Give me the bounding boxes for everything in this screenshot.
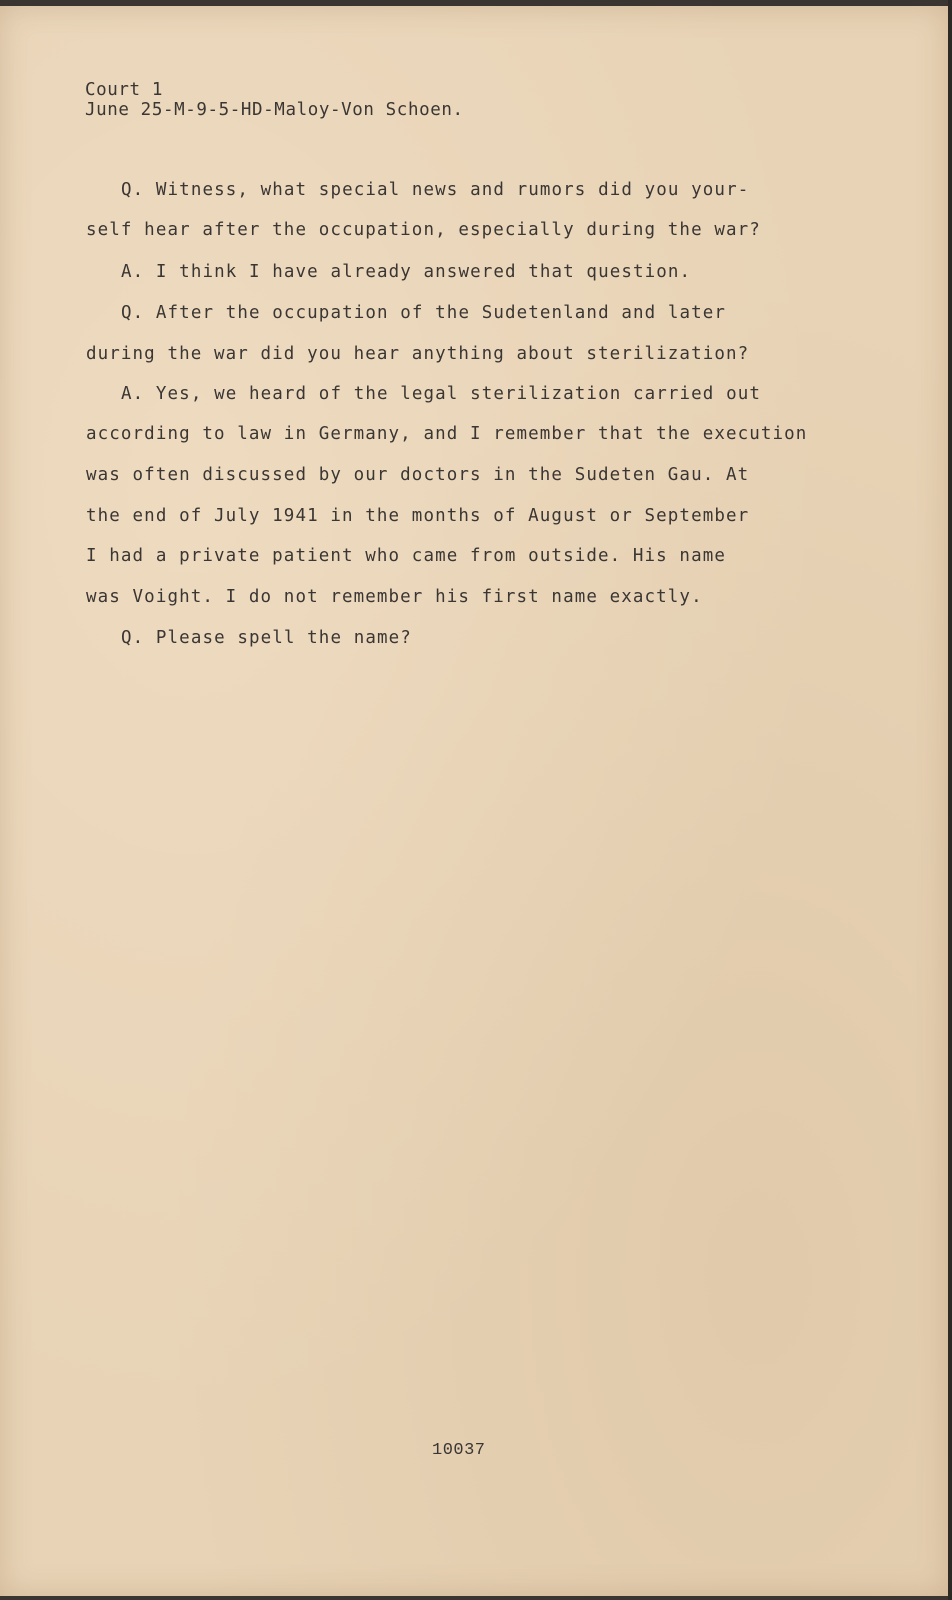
transcript-line: A. I think I have already answered that question. [121, 262, 692, 282]
transcript-line: self hear after the occupation, especially during the war? [86, 220, 761, 240]
transcript-line: was often discussed by our doctors in the Sudeten Gau. At [86, 465, 750, 485]
court-label: Court 1 [85, 80, 163, 100]
scan-edge [948, 0, 952, 1600]
transcript-line: I had a private patient who came from outside. His name [86, 546, 726, 566]
transcript-line: A. Yes, we heard of the legal sterilization carried out [121, 384, 761, 404]
document-page [0, 6, 948, 1596]
transcript-line: Q. After the occupation of the Sudetenland and later [121, 303, 727, 323]
transcript-line: Q. Witness, what special news and rumors did you your- [121, 180, 750, 200]
page-number: 10037 [432, 1441, 486, 1460]
session-reference: June 25-M-9-5-HD-Maloy-Von Schoen. [85, 100, 464, 120]
transcript-line: was Voight. I do not remember his first name exactly. [86, 587, 703, 607]
transcript-line: according to law in Germany, and I remember that the execution [86, 424, 808, 444]
transcript-line: Q. Please spell the name? [121, 628, 412, 648]
transcript-line: the end of July 1941 in the months of August or September [86, 506, 750, 526]
transcript-line: during the war did you hear anything about sterilization? [86, 344, 750, 364]
